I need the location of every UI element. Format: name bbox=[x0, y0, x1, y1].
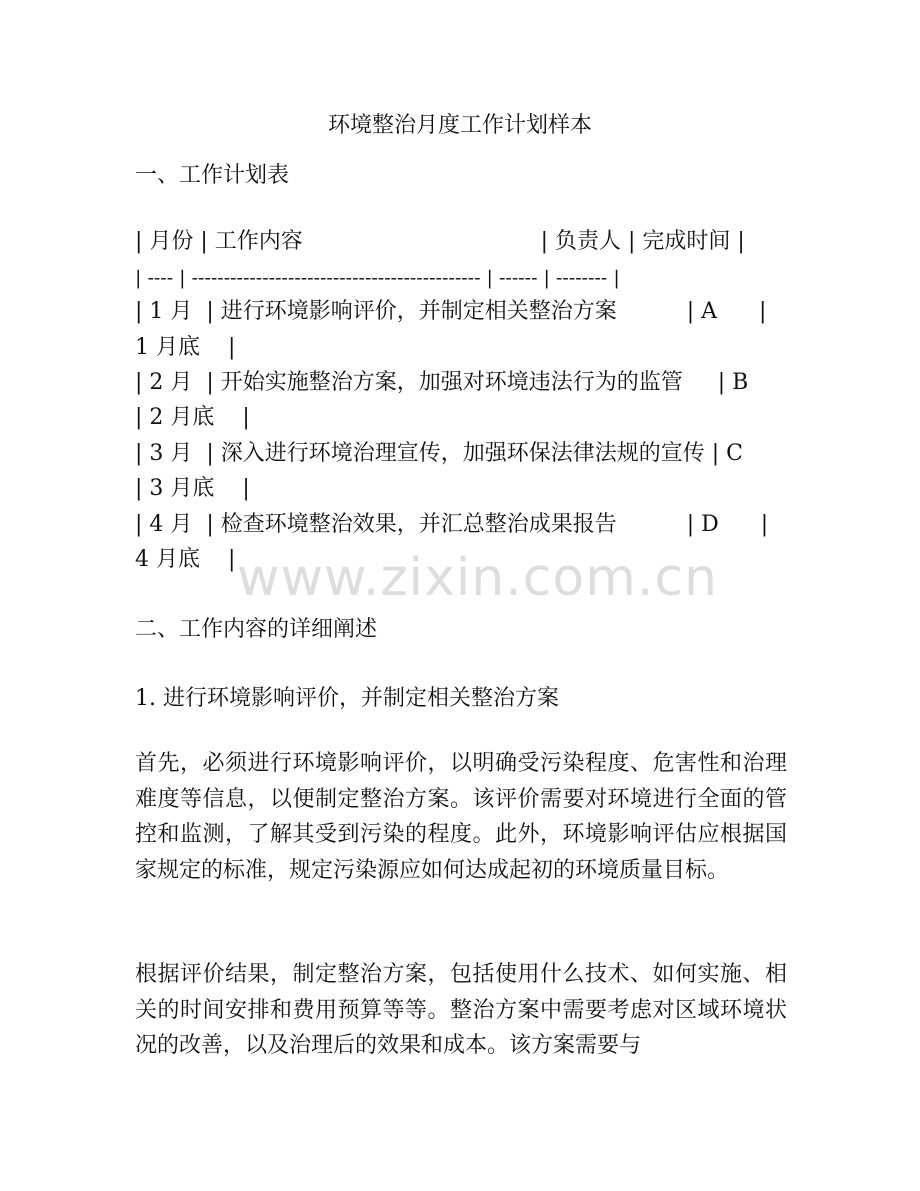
body-paragraph: 首先，必须进行环境影响评价，以明确受污染程度、危害性和治理难度等信息，以便制定整治方案。该评价需要对环境进行全面的管控和监测，了解其受到污染的程度。此外，环境影响评估应根据国家规定的标准，规定污染源应如何达成起初的环境质量目标。 bbox=[135, 751, 787, 883]
table-line: | 月份 | 工作内容 | 负责人 | 完成时间 | bbox=[135, 229, 745, 254]
table-line: 1 月底 | bbox=[135, 335, 236, 360]
table-line: | 3 月底 | bbox=[135, 476, 250, 501]
body-paragraph: 根据评价结果，制定整治方案，包括使用什么技术、如何实施、相关的时间安排和费用预算等等。整治方案中需要考虑对区域环境状况的改善，以及治理后的效果和成本。该方案需要与 bbox=[135, 962, 787, 1058]
table-line: 4 月底 | bbox=[135, 547, 236, 572]
section-heading-plan-table: 一、工作计划表 bbox=[135, 163, 290, 188]
document-title: 环境整治月度工作计划样本 bbox=[327, 113, 592, 138]
watermark: www.zixin.com.cn bbox=[237, 548, 718, 608]
section-heading-details: 二、工作内容的详细阐述 bbox=[135, 617, 378, 642]
table-line: | 1 月 | 进行环境影响评价，并制定相关整治方案 | A | bbox=[135, 299, 767, 324]
table-line: | ---- | --------------------------------------------- | ------ | -------- | bbox=[135, 267, 620, 289]
table-line: | 2 月底 | bbox=[135, 405, 250, 430]
table-line: | 2 月 | 开始实施整治方案，加强对环境违法行为的监管 | B bbox=[135, 370, 749, 395]
table-line: | 4 月 | 检查环境整治效果，并汇总整治成果报告 | D | bbox=[135, 512, 769, 537]
item-heading: 1. 进行环境影响评价，并制定相关整治方案 bbox=[135, 686, 559, 711]
table-line: | 3 月 | 深入进行环境治理宣传，加强环保法律法规的宣传 | C bbox=[135, 441, 744, 466]
